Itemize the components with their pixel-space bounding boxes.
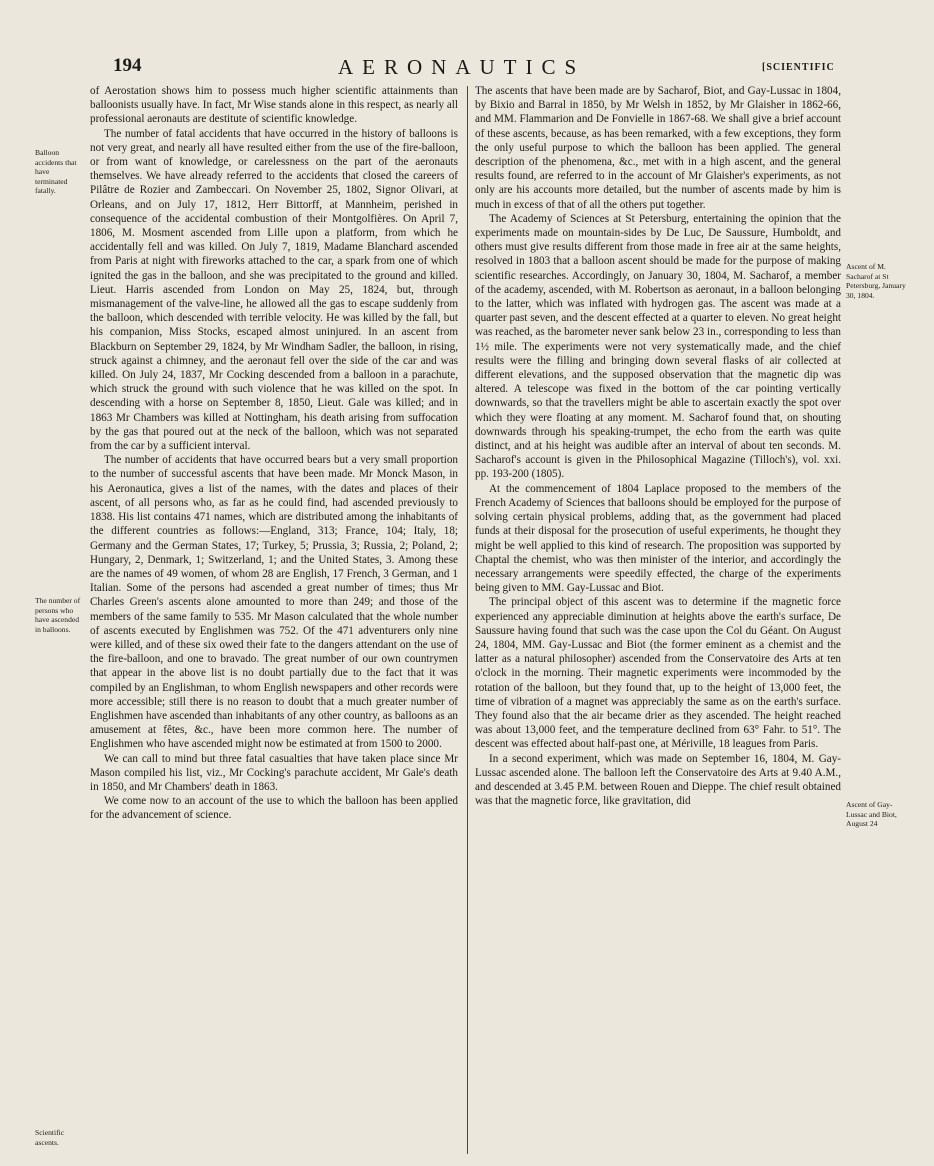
- sidenote-number-of-persons: The number of persons who have ascended in balloons.: [35, 596, 81, 634]
- paragraph: The ascents that have been made are by Sacharof, Biot, and Gay-Lussac in 1804, by Bixio and Barral in 1850, by Mr Welsh in 1852, by Mr Glaisher in 1862-66, and MM. Flammarion and De Fonvielle in 1867-68. We shall give a brief account of these ascents, because, as has been remarked, with a few exceptions, they form the only useful purpose to which the balloon has been applied. The general description of the phenomena, &c., met with in a high ascent, and the general results found, are referred to in the account of Mr Glaisher's experiments, as not only are his accounts more detailed, but the number of ascents made by him is much in excess of that of all the others put together.: [475, 85, 841, 211]
- paragraph: The number of accidents that have occurred bears but a very small proportion to the number of successful ascents that have been made. Mr Monck Mason, in his Aeronautica, gives a list of the names, with the dates and places of their ascent, of all persons who, as far as he could find, had ascended previously to 1838. His list contains 471 names, which are distributed among the inhabitants of the different countries as follows:—England, 313; France, 104; Italy, 18; Germany and the German States, 17; Turkey, 5; Prussia, 3; Russia, 2; Poland, 2; Hungary, 2, Denmark, 1; Switzerland, 1; and the United States, 3. Among these are the names of 49 women, of whom 28 are English, 17 French, 3 German, and 1 Italian. Some of the persons had ascended a great number of times; thus Mr Charles Green's ascents alone amounted to more than 249; and those of the members of the same family to 535. Mr Mason calculated that the whole number of ascents executed by Englishmen was 752. Of the 471 adventurers only nine were killed, and of these six owed their fate to the dangers attendant on the use of the fire-balloon, and one to bravado. The great number of our own countrymen that appear in the above list is no doubt partially due to the fact that it was compiled by an Englishman, to whom English newspapers and other records were more accessible; still there is no reason to doubt that a much greater number of Englishmen have ascended than inhabitants of any other country, as balloons as an amusement at fêtes, &c., have been more common here. The number of Englishmen who have ascended might now be estimated at from 1500 to 2000.: [90, 454, 458, 751]
- sidenote-sacharof-ascent: Ascent of M. Sacharof at St Petersburg, January 30, 1804.: [846, 262, 906, 300]
- running-title: AERONAUTICS: [338, 55, 586, 79]
- paragraph: of Aerostation shows him to possess much higher scientific attainments than balloonists usually have. In fact, Mr Wise stands alone in this respect, as nearly all professional aeronauts are destitute of scientific knowledge.: [90, 85, 458, 126]
- sidenote-balloon-accidents: Balloon accidents that have terminated fatally.: [35, 148, 77, 196]
- sidenote-gay-lussac-biot: Ascent of Gay-Lussac and Biot, August 24: [846, 800, 897, 829]
- sidenote-scientific-ascents: Scientific ascents.: [35, 1128, 65, 1147]
- page-number: 194: [113, 55, 142, 76]
- paragraph: At the commencement of 1804 Laplace proposed to the members of the French Academy of Sciences that balloons should be employed for the purpose of solving certain physical problems, adding that, as the government had placed funds at their disposal for the prosecution of useful experiments, he thought they might be well applied to this kind of research. The proposition was supported by Chaptal the chemist, who was then minister of the interior, and accordingly the necessary arrangements were speedily effected, the charge of the experiments being given to MM. Gay-Lussac and Biot.: [475, 482, 841, 595]
- column-divider: [467, 86, 468, 1154]
- paragraph: We come now to an account of the use to which the balloon has been applied for the advancement of science.: [90, 795, 458, 822]
- paragraph: The Academy of Sciences at St Petersburg, entertaining the opinion that the experiments made on mountain-sides by De Luc, De Saussure, Humboldt, and others must give results different from those made in free air at the same heights, resolved in 1803 that a balloon ascent should be made for the purpose of making scientific researches. Accordingly, on January 30, 1804, M. Sacharof, a member of the academy, ascended, with M. Robertson as aeronaut, in a balloon belonging to the latter, which was inflated with hydrogen gas. The ascent was made at a quarter past seven, and the descent effected at a quarter to eleven. No great height was reached, as the barometer never sank below 23 in., corresponding to less than 1½ mile. The experiments were not very systematically made, and the chief results were the filling and bringing down several flasks of air collected at different elevations, and the supposed observation that the magnetic dip was altered. A telescope was fixed in the bottom of the car pointing vertically downwards, so that the travellers might be able to ascertain exactly the spot over which they were floating at any moment. M. Sacharof found that, on shouting downwards through his speaking-trumpet, the echo from the earth was quite distinct, and at his height was audible after an interval of about ten seconds. M. Sacharof's account is given in the Philosophical Magazine (Tilloch's), vol. xxi. pp. 193-200 (1805).: [475, 212, 841, 481]
- paragraph: The number of fatal accidents that have occurred in the history of balloons is not very great, and nearly all have resulted either from the use of the fire-balloon, or from want of knowledge, or carelessness on the part of the aeronauts themselves. We have already referred to the accidents that closed the careers of Pilâtre de Rozier and Zambeccari. On November 25, 1802, Signor Olivari, at Orleans, and on July 17, 1812, Herr Bittorff, at Mannheim, perished in consequence of the accidental combustion of their Montgolfières. On April 7, 1806, M. Mosment ascended from Lille upon a platform, from which he accidentally fell and was killed. On July 7, 1819, Madame Blanchard ascended from Paris at night with fireworks attached to the car, a spark from one of which ignited the gas in the balloon, and she was precipitated to the ground and killed. Lieut. Harris ascended from London on May 25, 1824, but, through mismanagement of the valve-line, he allowed all the gas to escape suddenly from the balloon, which descended with terrible velocity. He was killed by the fall, but his companion, Miss Stocks, escaped almost uninjured. In an ascent from Blackburn on September 29, 1824, by Mr Windham Sadler, the balloon, in rising, struck against a chimney, and the aeronaut fell over the side of the car and was killed. On July 24, 1837, Mr Cocking descended from a balloon in a parachute, which struck the ground with such violence that he was killed on the spot. In descending with a horse on September 8, 1850, Lieut. Gale was killed; and in 1863 Mr Chambers was killed at Nottingham, his death arising from suffocation by the gas that poured out at the neck of the balloon, which was not separated from the car by a sufficient interval.: [90, 127, 458, 453]
- paragraph: The principal object of this ascent was to determine if the magnetic force experienced any appreciable diminution at heights above the earth's surface, De Saussure having found that such was the case upon the Col du Géant. On August 24, 1804, MM. Gay-Lussac and Biot (the former eminent as a chemist and the latter as a natural philosopher) ascended from the Conservatoire des Arts at ten o'clock in the morning. Their magnetic experiments were incommoded by the rotation of the balloon, but they found that, up to the height of 13,000 feet, the time of vibration of a magnet was appreciably the same as on the earth's surface. They found also that the air became drier as they ascended. The height reached was about 13,000 feet, and the temperature declined from 63° Fahr. to 51°. The descent was effected about half-past one, at Mériville, 18 leagues from Paris.: [475, 596, 841, 751]
- paragraph: In a second experiment, which was made on September 16, 1804, M. Gay-Lussac ascended alone. The balloon left the Conservatoire des Arts at 9.40 A.M., and descended at 3.45 P.M. between Rouen and Dieppe. The chief result obtained was that the magnetic force, like gravitation, did: [475, 752, 841, 808]
- right-column: [475, 84, 841, 808]
- paragraph: We can call to mind but three fatal casualties that have taken place since Mr Mason compiled his list, viz., Mr Cocking's parachute accident, Mr Gale's death in 1850, and Mr Chambers' death in 1863.: [90, 752, 458, 793]
- left-column: [90, 84, 458, 823]
- section-tag: [SCIENTIFIC: [762, 62, 835, 73]
